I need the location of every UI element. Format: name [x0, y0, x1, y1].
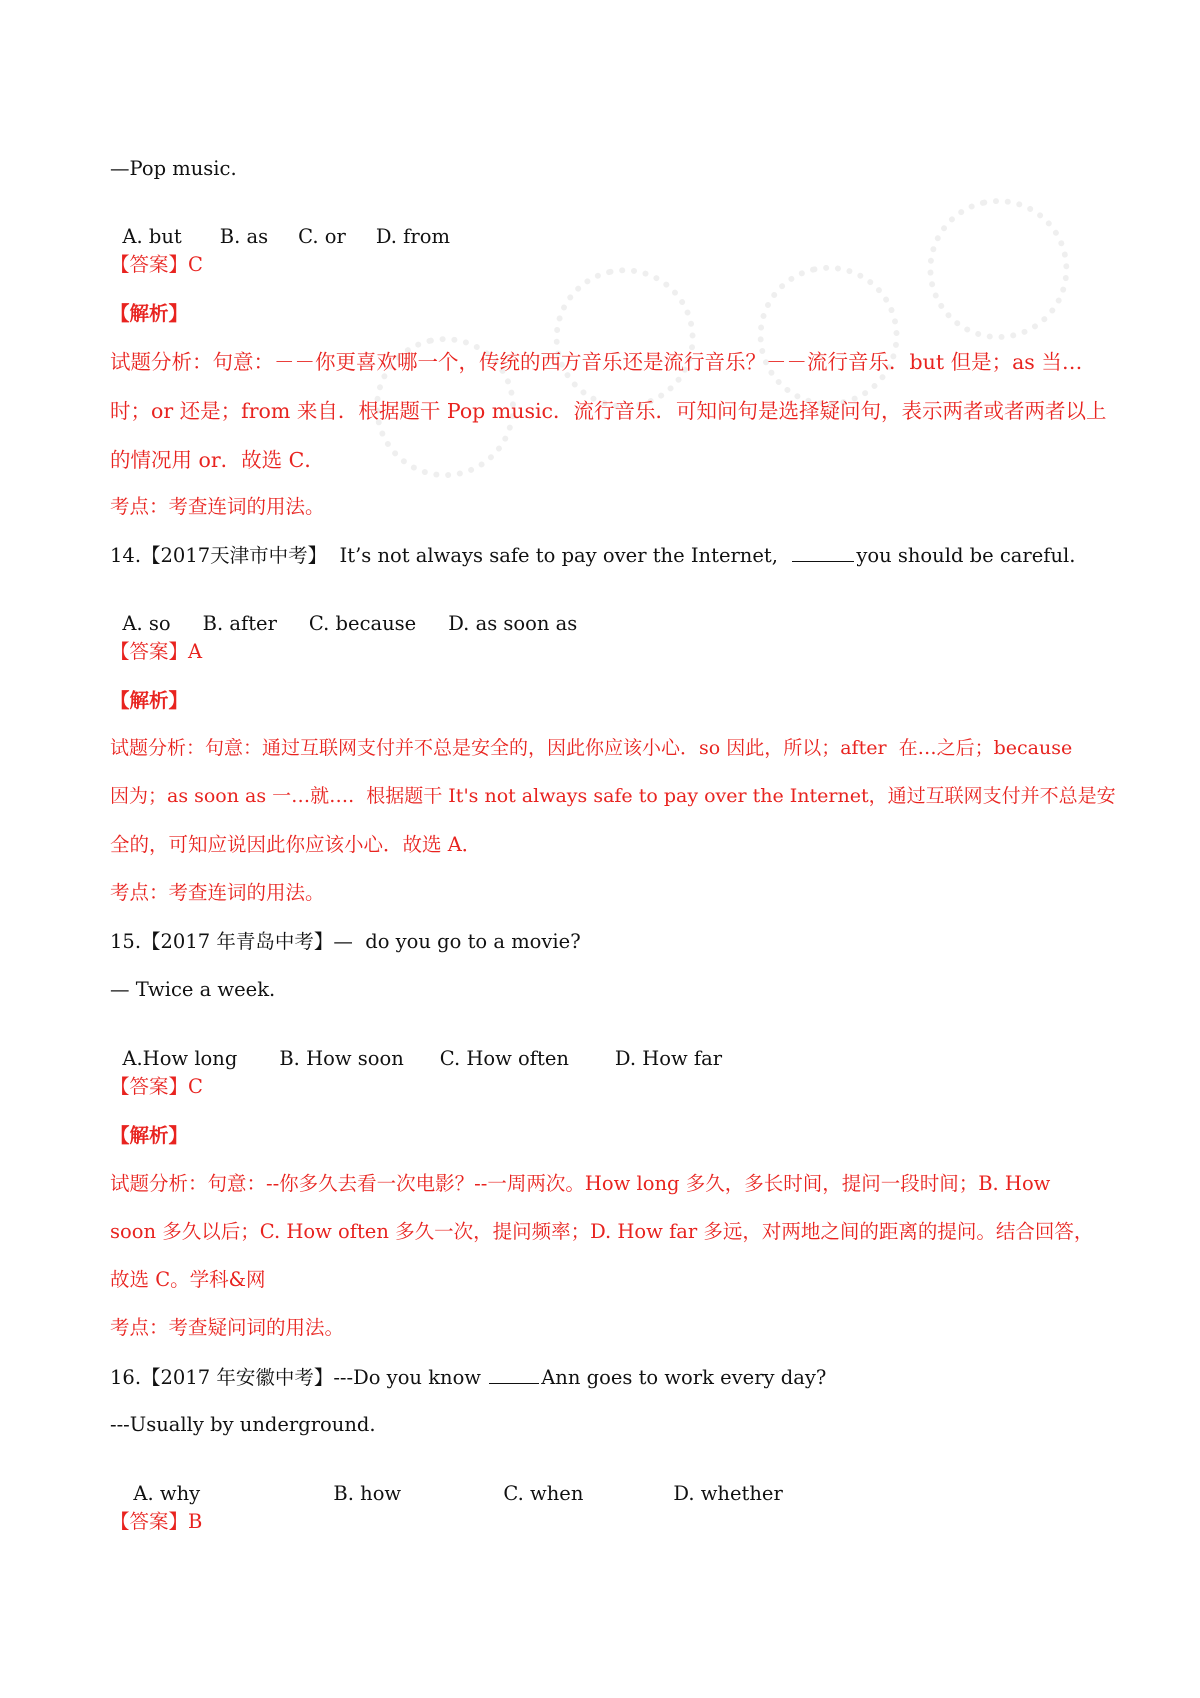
q13-option-a: A. but	[122, 224, 182, 248]
q13-point: 考点：考查连词的用法。	[110, 495, 325, 518]
q13-reply: —Pop music.	[110, 157, 237, 180]
q14-question-suffix: you should be careful.	[856, 544, 1076, 567]
q16-reply: ---Usually by underground.	[110, 1413, 376, 1436]
q15-analysis-line-3: 故选 C。学科&网	[110, 1268, 266, 1291]
q14-analysis-line-1: 试题分析：句意：通过互联网支付并不总是安全的，因此你应该小心．so 因此，所以；after 在…之后；because	[110, 737, 1073, 759]
q13-analysis-label: 【解析】	[110, 302, 189, 325]
q14-analysis-line-3: 全的，可知应说因此你应该小心．故选 A．	[110, 833, 482, 856]
q13-analysis-line-3: 的情况用 or．故选 C．	[110, 448, 325, 472]
q13-option-b: B. as	[219, 224, 269, 248]
q15-analysis-label: 【解析】	[110, 1124, 189, 1147]
q16-answer: 【答案】B	[110, 1510, 203, 1533]
q14-option-d: D. as soon as	[448, 611, 578, 635]
q16-option-a: A. why	[133, 1481, 201, 1505]
q15-answer: 【答案】C	[110, 1075, 203, 1098]
q16-options	[121, 1464, 783, 1503]
q13-options	[110, 207, 450, 246]
q15-option-c: C. How often	[439, 1046, 569, 1070]
q16-question	[110, 1367, 826, 1388]
q14-analysis-line-2: 因为；as soon as 一…就…. 根据题干 It's not always safe to pay over the Internet，通过互联网支付并不总是安	[110, 785, 1116, 807]
q14-option-b: B. after	[202, 611, 277, 635]
q15-question: 15.【2017 年青岛中考】— do you go to a movie?	[110, 930, 581, 953]
q13-analysis-line-1: 试题分析：句意：－－你更喜欢哪一个，传统的西方音乐还是流行音乐？－－流行音乐．but 但是；as 当…	[110, 350, 1083, 374]
q15-options	[110, 1029, 722, 1068]
q16-question-suffix: Ann goes to work every day?	[541, 1366, 827, 1389]
q14-question-prefix: 14.【2017天津市中考】 It’s not always safe to pay over the Internet,	[110, 544, 791, 567]
q13-option-d: D. from	[375, 224, 450, 248]
q14-analysis-label: 【解析】	[110, 689, 189, 712]
q15-point: 考点：考查疑问词的用法。	[110, 1316, 345, 1339]
q15-option-b: B. How soon	[279, 1046, 404, 1070]
q13-analysis-line-2: 时；or 还是；from 来自．根据题干 Pop music．流行音乐．可知问句是选择疑问句，表示两者或者两者以上	[110, 399, 1107, 423]
q15-option-d: D. How far	[614, 1046, 723, 1070]
q16-question-prefix: 16.【2017 年安徽中考】---Do you know	[110, 1366, 488, 1389]
q13-answer: 【答案】C	[110, 253, 203, 276]
q14-question	[110, 545, 1075, 566]
q16-option-b: B. how	[333, 1481, 402, 1505]
q14-option-a: A. so	[122, 611, 171, 635]
q14-answer: 【答案】A	[110, 640, 203, 663]
q15-analysis-line-1: 试题分析：句意：--你多久去看一次电影？--一周两次。How long 多久，多长时间，提问一段时间；B. How	[110, 1172, 1051, 1195]
q15-analysis-line-2: soon 多久以后；C. How often 多久一次，提问频率；D. How far 多远，对两地之间的距离的提问。结合回答，	[110, 1220, 1094, 1243]
q16-option-d: D. whether	[673, 1481, 783, 1505]
q14-options	[110, 594, 577, 633]
q16-option-c: C. when	[503, 1481, 584, 1505]
q15-option-a: A.How long	[122, 1046, 238, 1070]
q16-blank	[489, 1367, 539, 1384]
q14-option-c: C. because	[308, 611, 417, 635]
q13-option-c: C. or	[298, 224, 346, 248]
q14-point: 考点：考查连词的用法。	[110, 881, 325, 904]
q15-reply: — Twice a week.	[110, 978, 276, 1001]
q14-blank	[792, 545, 854, 562]
